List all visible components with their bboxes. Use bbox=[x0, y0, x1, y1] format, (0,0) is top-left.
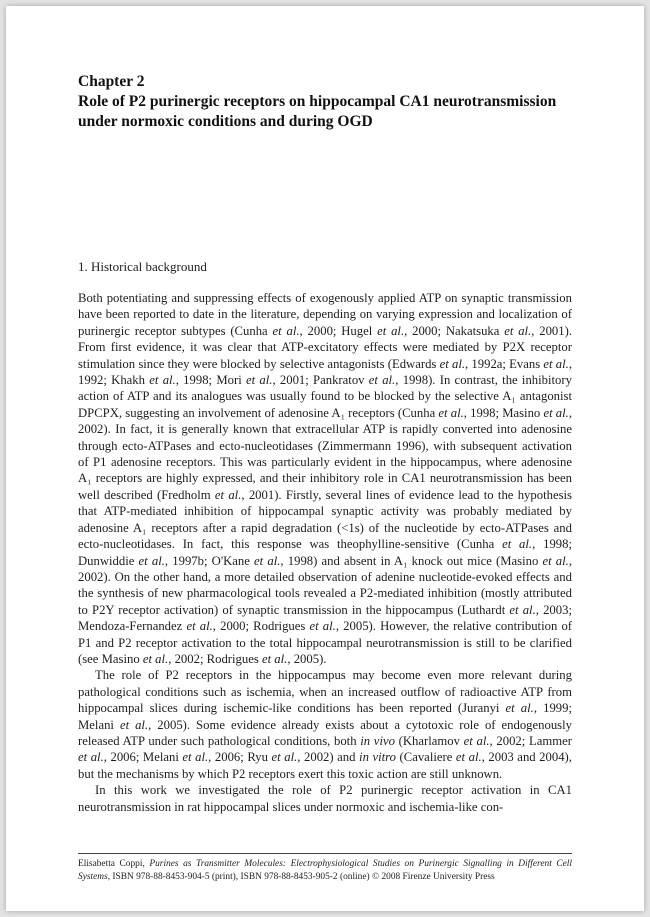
chapter-label: Chapter 2 bbox=[78, 73, 145, 90]
book-page bbox=[6, 6, 644, 911]
footnote-divider bbox=[78, 853, 572, 854]
publisher-footnote bbox=[78, 853, 572, 884]
body-paragraph: Both potentiating and suppressing effects of exogenously applied ATP on synaptic transmission have been reported to date in the literature, depending on varying expression and localization of purinergic receptor subtypes (Cunha et al., 2000; Hugel et al., 2000; Nakatsuka et al., 2001). From first evidence, it was clear that ATP-excitatory effects were mediated by P2X receptor stimulation since they were blocked by selective antagonists (Edwards et al., 1992a; Evans et al., 1992; Khakh et al., 1998; Mori et al., 2001; Pankratov et al., 1998). In contrast, the inhibitory action of ATP and its analogues was usually found to be blocked by the selective A₁ antagonist DPCPX, suggesting an involvement of adenosine A₁ receptors (Cunha et al., 1998; Masino et al., 2002). In fact, it is generally known that extracellular ATP is rapidly converted into adenosine through ecto-ATPases and ecto-nucleotidases (Zimmermann 1996), with subsequent activation of P1 adenosine receptors. This was particularly evident in the hippocampus, where adenosine A₁ receptors are highly expressed, and their inhibitory role in CA1 neurotransmission has been well described (Fredholm et al., 2001). Firstly, several lines of evidence lead to the hypothesis that ATP-mediated inhibition of hippocampal synaptic activity was probably mediated by adenosine A₁ receptors after a rapid degradation (<1s) of the nucleotide by ecto-ATPases and ecto-nucleotidases. In fact, this response was theophylline-sensitive (Cunha et al., 1998; Dunwiddie et al., 1997b; O'Kane et al., 1998) and absent in A₁ knock out mice (Masino et al., 2002). On the other hand, a more detailed observation of adenine nucleotide-evoked effects and the synthesis of new pharmacological tools revealed a P2-mediated inhibition (mostly attributed to P2Y receptor activation) of synaptic transmission in the hippocampus (Luthardt et al., 2003; Mendoza-Fernandez et al., 2000; Rodrigues et al., 2005). However, the relative contribution of P1 and P2 receptor activation to the total hippocampal neurotransmission is still to be clarified (see Masino et al., 2002; Rodrigues et al., 2005). bbox=[78, 291, 573, 666]
chapter-header bbox=[78, 72, 572, 132]
body-paragraph: The role of P2 receptors in the hippocampus may become even more relevant during pathological conditions such as ischemia, when an increased outflow of radioactive ATP from hippocampal slices during ischemic-like conditions has been reported (Juranyi et al., 1999; Melani et al., 2005). Some evidence already exists about a cytotoxic role of endogenously released ATP under such pathological conditions, both in vivo (Kharlamov et al., 2002; Lammer et al., 2006; Melani et al., 2006; Ryu et al., 2002) and in vitro (Cavaliere et al., 2003 and 2004), but the mechanisms by which P2 receptors exert this toxic action are still unknown. bbox=[78, 668, 573, 781]
chapter-title: Role of P2 purinergic receptors on hippocampal CA1 neurotransmission under normoxic conditions and during OGD bbox=[78, 93, 557, 130]
chapter-body bbox=[78, 290, 572, 815]
section-heading: 1. Historical background bbox=[78, 259, 207, 274]
body-paragraph: In this work we investigated the role of P2 purinergic receptor activation in CA1 neurotransmission in rat hippocampal slices under normoxic and ischemia-like con- bbox=[78, 783, 572, 814]
footnote-text: Elisabetta Coppi, Purines as Transmitter Molecules: Electrophysiological Studies on Purinergic Signalling in Different Cell Systems, ISBN 978-88-8453-904-5 (print), ISBN 978-88-8453-905-2 (online) © 2008 Firenze University Press bbox=[78, 859, 572, 882]
